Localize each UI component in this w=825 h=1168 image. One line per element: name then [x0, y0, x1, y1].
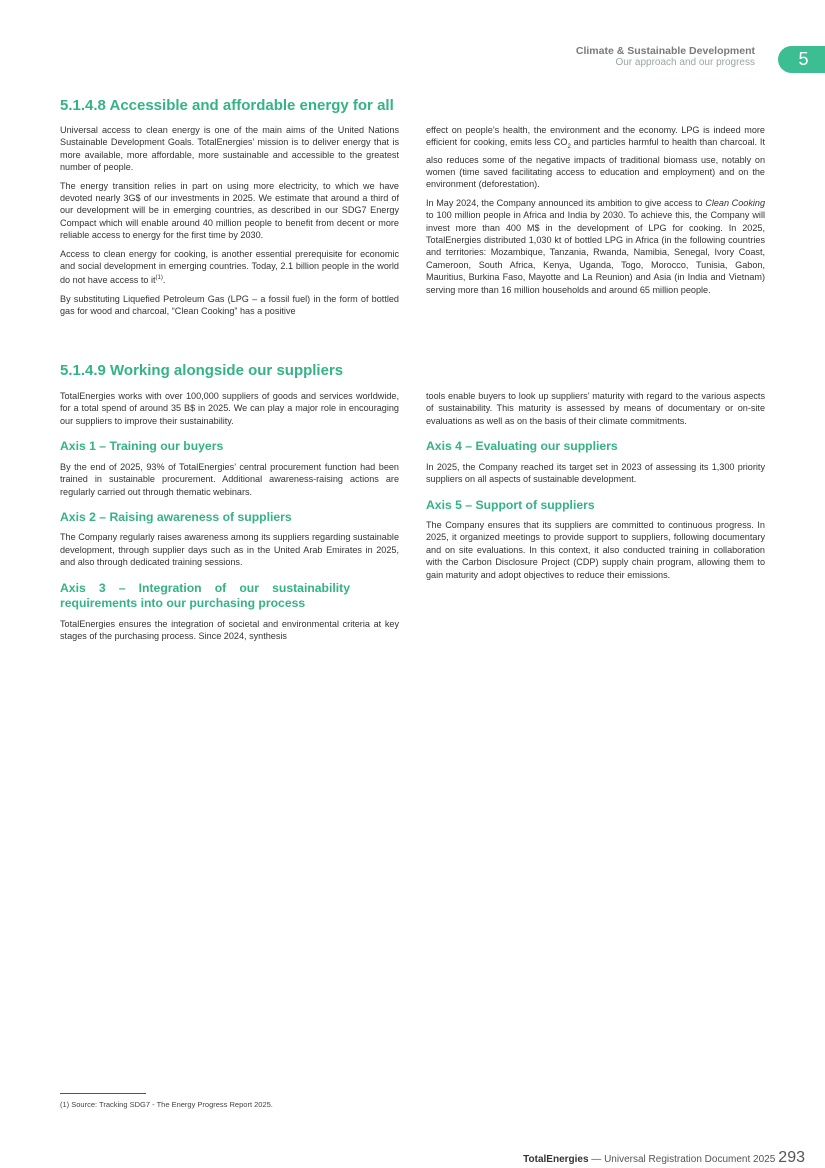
column-left-suppliers — [60, 390, 399, 648]
running-header — [576, 45, 755, 69]
paragraph: TotalEnergies ensures the integration of societal and environmental criteria at key stages of the purchasing process. Since 2024, synthesis — [60, 618, 399, 642]
paragraph: Universal access to clean energy is one of the main aims of the United Nations Sustainable Development Goals. TotalEnergies’ mission is to deliver energy that is more available, more affordable, more sustainable and accessible to the greatest number of people. — [60, 125, 399, 173]
page-number: 293 — [778, 1149, 805, 1166]
footnote-ref[interactable]: (1) — [155, 275, 163, 282]
paragraph — [426, 197, 765, 296]
paragraph-text: . — [162, 275, 166, 286]
running-header-title: Climate & Sustainable Development — [575, 45, 755, 57]
axis-4-heading: Axis 4 – Evaluating our suppliers — [426, 439, 618, 454]
page-footer — [523, 1149, 805, 1167]
paragraph-text: and particles harmful to health than charcoal. It also reduces some of the negative impacts of traditional biomass use, notably on women (time saved facilitating access to education and employment) and on the environment (deforestation). — [426, 137, 765, 190]
axis-2-heading: Axis 2 – Raising awareness of suppliers — [60, 509, 292, 524]
paragraph: The Company ensures that its suppliers are committed to continuous progress. In 2025, it organized meetings to provide support to suppliers, following documentary and on site evaluations. In this context, it also conducted training in collaboration with the Carbon Disclosure Project (CDP) supply chain program, allowing them to gain maturity and adopt objectives to reduce their emissions. — [426, 520, 765, 580]
paragraph: By substituting Liquefied Petroleum Gas (LPG – a fossil fuel) in the form of bottled gas for wood and charcoal, “Clean Cooking” has a positive — [60, 293, 399, 317]
section-title-energy-access: 5.1.4.8 Accessible and affordable energy for all — [60, 97, 394, 114]
footnote-divider — [60, 1093, 146, 1094]
paragraph-text: effect on people’s health, the environment and the economy. LPG is indeed more efficient for cooking, emits less CO — [426, 125, 765, 148]
paragraph: In 2025, the Company reached its target set in 2023 of assessing its 1,300 priority suppliers on all aspects of sustainable development. — [426, 461, 765, 485]
chapter-badge: 5 — [778, 46, 825, 73]
paragraph-text: to 100 million people in Africa and India by 2030. To achieve this, the Company will invest more than 400 M$ in the development of LPG for cooking. In 2025, TotalEnergies distributed 1,030 kt of bottled LPG in Africa (in the following countries and territories: Mozambique, Tanzania, Rwanda, Namibia, Senegal, Ivory Coast, Cameroon, South Africa, Kenya, Uganda, Togo, Morocco, Tunisia, Gabon, Mauritius, Burkina Faso, Mayotte and La Reunion) and Asia (in India and Vietnam) serving more than 16 million households and around 65 million people. — [426, 210, 765, 295]
paragraph: The energy transition relies in part on using more electricity, to which we have devoted nearly 3G$ of our investments in 2025. We estimate that around a third of our development will be in emerging countries, as described in our SDG7 Energy Compact which will enable around 40 million people to benefit from decent or more reliable access to energy for the first time by 2030. — [60, 180, 399, 241]
section-title-suppliers: 5.1.4.9 Working alongside our suppliers — [60, 362, 344, 379]
column-right-energy — [426, 124, 765, 302]
column-right-suppliers — [426, 390, 765, 587]
running-header-subtitle: Our approach and our progress — [615, 57, 755, 68]
footnote: (1) Source: Tracking SDG7 - The Energy Progress Report 2025. — [60, 1100, 273, 1109]
axis-3-heading: Axis 3 – Integration of our sustainability requirements into our purchasing process — [60, 580, 350, 611]
paragraph-text: Access to clean energy for cooking, is another essential prerequisite for economic and social development in emerging countries. Today, 2.1 billion people in the world do not have access to it — [60, 248, 399, 286]
subscript: 2 — [567, 144, 571, 151]
footer-brand: TotalEnergies — [523, 1154, 589, 1165]
axis-1-heading: Axis 1 – Training our buyers — [60, 439, 224, 454]
paragraph — [426, 124, 765, 191]
paragraph: By the end of 2025, 93% of TotalEnergies’ central procurement function had been trained in sustainable procurement. Additional awareness-raising actions are regularly carried out through thematic webinars. — [60, 461, 399, 497]
paragraph: tools enable buyers to look up suppliers’ maturity with regard to the various aspects of sustainability. This maturity is assessed by means of documentary or on-site evaluations as well as on the basis of their climate commitments. — [426, 391, 765, 426]
paragraph: The Company regularly raises awareness among its suppliers regarding sustainable development, through supplier days such as in the United Arab Emirates in 2025, and also through dedicated training sessions. — [60, 532, 399, 568]
emphasis: Clean Cooking — [705, 197, 766, 208]
paragraph-text: In May 2024, the Company announced its ambition to give access to — [426, 197, 706, 208]
paragraph — [60, 248, 399, 287]
axis-5-heading: Axis 5 – Support of suppliers — [426, 497, 595, 512]
column-left-energy — [60, 124, 399, 324]
paragraph: TotalEnergies works with over 100,000 suppliers of goods and services worldwide, for a total spend of around 35 B$ in 2025. We can play a major role in encouraging our suppliers to improve their sustainability. — [60, 391, 399, 426]
footer-document-title: — Universal Registration Document 2025 — [588, 1154, 776, 1165]
